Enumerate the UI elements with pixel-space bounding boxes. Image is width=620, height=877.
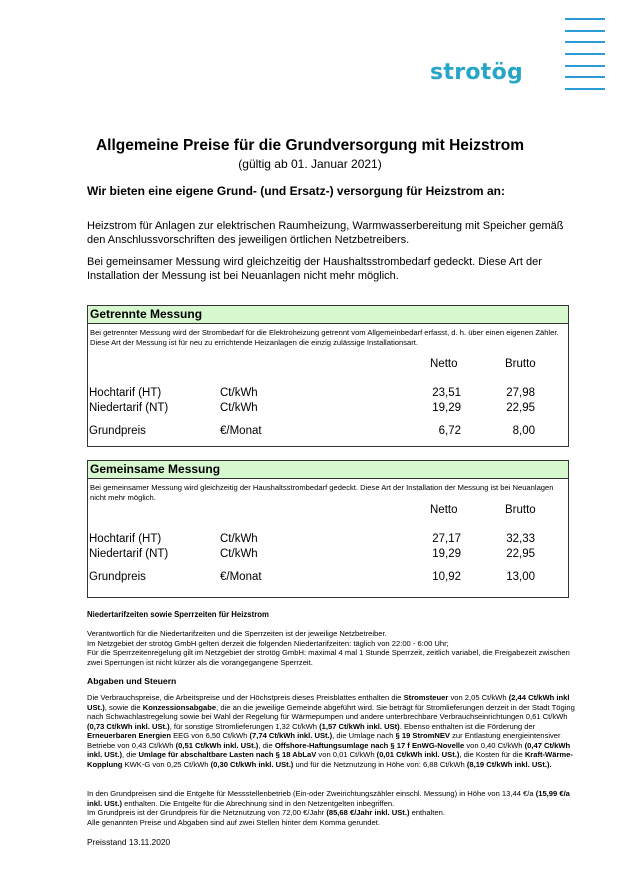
row-brutto: 13,00 — [506, 571, 535, 583]
row-brutto: 8,00 — [512, 425, 535, 437]
brutto-header: Brutto — [505, 504, 536, 516]
row-netto: 19,29 — [432, 548, 461, 560]
abgaben-paragraph-2: In den Grundpreisen sind die Entgelte für Messstellenbetrieb (Ein-oder Zweirichtungszähler einschl. Messung) in Höhe von 13,44 €/a (15,99 €/a inkl. USt.) enthalten. Die Entgelte für die Abrechnung sind in den Netzentgelten inbegriffen. Im Grundpreis ist der Grundpreis für die Netznutzung von 72,00 €/Jahr (85,68 €/Jahr inkl. USt.) enthalten. Alle genannten Preise und Abgaben sind auf zwei Stellen hinter dem Komma gerundet. — [87, 789, 570, 827]
intro-paragraph-1: Heizstrom für Anlagen zur elektrischen Raumheizung, Warmwasserbereitung mit Speicher gemäß den Anschlussvorschriften des jeweiligen örtlichen Netzbetreibers. — [87, 220, 564, 246]
page-subtitle: (gültig ab 01. Januar 2021) — [238, 157, 382, 171]
row-brutto: 22,95 — [506, 548, 535, 560]
niedertarif-line: Im Netzgebiet der strotög GmbH gelten derzeit die folgenden Niedertarifzeiten: täglich von 22:00 - 6:00 Uhr; — [87, 639, 449, 648]
row-unit: Ct/kWh — [220, 387, 258, 399]
row-label: Hochtarif (HT) — [89, 387, 162, 399]
row-label: Niedertarif (NT) — [89, 548, 169, 560]
abgaben-paragraph-1: Die Verbrauchspreise, die Arbeitspreise und der Höchstpreis dieses Preisblattes enthalten die Stromsteuer von 2,05 Ct/kWh (2,44 Ct/kWh inkl USt.), sowie die Konzessionsabgabe, die an die jeweilige Gemeinde abgeführt wird. Sie beträgt für Stromlieferungen derzeit in der Stadt Töging nach Schwachlastregelung sowie bei Wahl der Regelung für Wärmepumpen und andere unterbrechbare Verbrauchseinrichtungen 0,61 Ct/kWh (0,73 Ct/kWh inkl. USt.), für sonstige Stromlieferungen 1,32 Ct/kWh (1,57 Ct/kWh inkl. USt). Ebenso enthalten ist die Förderung der Erneuerbaren Energien EEG von 6,50 Ct/kWh (7,74 Ct/kWh inkl. USt.), die Umlage nach § 19 StromNEV zur Entlastung energieintensiver Betriebe von 0,43 Ct/kWh (0,51 Ct/kWh inkl. USt.), die Offshore-Haftungsumlage nach § 17 f EnWG-Novelle von 0,40 Ct/kWh (0,47 Ct/kWh inkl. USt.), die Umlage für abschaltbare Lasten nach § 18 AbLaV von 0,01 Ct/kWh (0,01 Ct/kWh inkl. USt.), die Kosten für die Kraft-Wärme-Kopplung KWK-G von 0,25 Ct/kWh (0,30 Ct/kWh inkl. USt.) und für die Netznutzung in Höhe von: 6,88 Ct/kWh (8,19 Ct/kWh inkl. USt.). — [87, 693, 575, 769]
niedertarif-heading: Niedertarifzeiten sowie Sperrzeiten für Heizstrom — [87, 610, 269, 619]
gemeinsame-messung-box — [87, 460, 569, 598]
preisstand: Preisstand 13.11.2020 — [87, 837, 171, 847]
intro-paragraph-2: Bei gemeinsamer Messung wird gleichzeitig der Haushaltsstrombedarf gedeckt. Diese Art der Installation der Messung ist bei Neuanlagen nicht mehr möglich. — [87, 256, 542, 282]
row-netto: 19,29 — [432, 402, 461, 414]
row-netto: 6,72 — [438, 425, 461, 437]
row-unit: Ct/kWh — [220, 548, 258, 560]
box-description: Bei getrennter Messung wird der Strombedarf für die Elektroheizung getrennt vom Allgemeinbedarf erfasst, d. h. über einen eigenen Zähler. Diese Art der Messung ist für neu zu errichtende Heizanlagen die einzig zulässige Installationsart. — [90, 328, 559, 347]
lead-text: Wir bieten eine eigene Grund- (und Ersatz-) versorgung für Heizstrom an: — [87, 184, 505, 198]
row-unit: Ct/kWh — [220, 533, 258, 545]
row-netto: 23,51 — [432, 387, 461, 399]
row-brutto: 22,95 — [506, 402, 535, 414]
row-unit: Ct/kWh — [220, 402, 258, 414]
niedertarif-line: Für die Sperrzeitenregelung gilt im Netzgebiet der strotög GmbH: maximal 4 mal 1 Stunde Sperrzeit, zeitlich variabel, die Freigabezeit zwischen zwei Sperrungen ist nicht kürzer als die vorangegangene Sperrzeit. — [87, 648, 570, 667]
box-title: Gemeinsame Messung — [88, 461, 568, 479]
strotoeg-logo: strotög — [430, 60, 524, 85]
row-label: Grundpreis — [89, 425, 146, 437]
box-title: Getrennte Messung — [88, 306, 568, 324]
abgaben-heading: Abgaben und Steuern — [87, 676, 177, 686]
row-unit: €/Monat — [220, 571, 262, 583]
netto-header: Netto — [430, 358, 458, 370]
row-brutto: 32,33 — [506, 533, 535, 545]
box-description: Bei gemeinsamer Messung wird gleichzeitig der Haushaltsstrombedarf gedeckt. Diese Art der Installation der Messung ist bei Neuanlagen nicht mehr möglich. — [90, 483, 554, 502]
page-title: Allgemeine Preise für die Grundversorgung mit Heizstrom — [95, 137, 525, 154]
row-unit: €/Monat — [220, 425, 262, 437]
netto-header: Netto — [430, 504, 458, 516]
niedertarif-line: Verantwortlich für die Niedertarifzeiten und die Sperrzeiten ist der jeweilige Netzbetreiber. — [87, 629, 387, 638]
row-netto: 27,17 — [432, 533, 461, 545]
row-label: Hochtarif (HT) — [89, 533, 162, 545]
row-label: Grundpreis — [89, 571, 146, 583]
row-brutto: 27,98 — [506, 387, 535, 399]
row-netto: 10,92 — [432, 571, 461, 583]
getrennte-messung-box — [87, 305, 569, 447]
brutto-header: Brutto — [505, 358, 536, 370]
brand-stripes — [565, 18, 605, 100]
row-label: Niedertarif (NT) — [89, 402, 169, 414]
